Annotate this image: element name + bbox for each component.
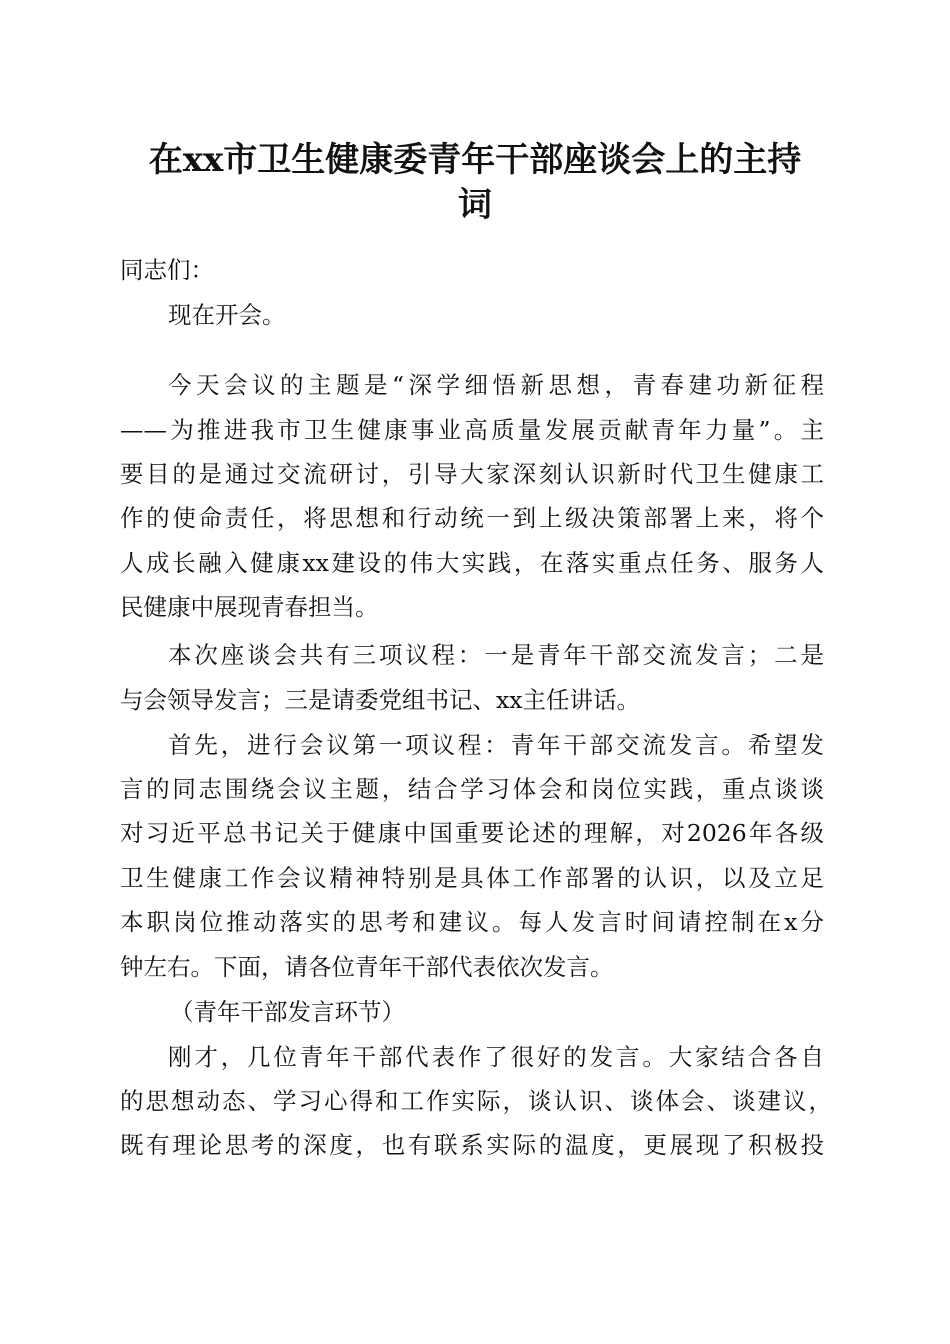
salutation: 同志们： xyxy=(120,256,214,284)
title-line-2: 词 xyxy=(458,185,492,225)
paragraph-line: 的思想动态、学习心得和工作实际，谈认识、谈体会、谈建议， xyxy=(120,1087,832,1115)
paragraph-line: 与会领导发言；三是请委党组书记、xx主任讲话。 xyxy=(120,686,641,714)
paragraph-line: 作的使命责任，将思想和行动统一到上级决策部署上来，将个 xyxy=(120,504,824,532)
paragraph-line: 现在开会。 xyxy=(168,301,286,329)
paragraph-line: 本职岗位推动落实的思考和建议。每人发言时间请控制在x分 xyxy=(120,908,824,936)
paragraph-line: ——为推进我市卫生健康事业高质量发展贡献青年力量”。主 xyxy=(120,416,824,444)
paragraph-line: 首先，进行会议第一项议程：青年干部交流发言。希望发 xyxy=(168,731,824,759)
paragraph-line: 对习近平总书记关于健康中国重要论述的理解，对2026年各级 xyxy=(120,819,824,847)
paragraph-line: 卫生健康工作会议精神特别是具体工作部署的认识，以及立足 xyxy=(120,864,824,892)
paragraph-line: 民健康中展现青春担当。 xyxy=(120,593,379,621)
paragraph-line: 本次座谈会共有三项议程：一是青年干部交流发言；二是 xyxy=(168,641,824,669)
paragraph-line: 既有理论思考的深度，也有联系实际的温度，更展现了积极投 xyxy=(120,1131,824,1159)
paragraph-line: 言的同志围绕会议主题，结合学习体会和岗位实践，重点谈谈 xyxy=(120,775,824,803)
paragraph-line: 今天会议的主题是“深学细悟新思想，青春建功新征程 xyxy=(168,371,824,399)
stage-note: （青年干部发言环节） xyxy=(170,998,405,1026)
paragraph-line: 钟左右。下面，请各位青年干部代表依次发言。 xyxy=(120,953,614,981)
title-line-1: 在xx市卫生健康委青年干部座谈会上的主持 xyxy=(148,140,802,180)
paragraph-line: 刚才，几位青年干部代表作了很好的发言。大家结合各自 xyxy=(168,1043,824,1071)
paragraph-line: 人成长融入健康xx建设的伟大实践，在落实重点任务、服务人 xyxy=(120,549,824,577)
paragraph-line: 要目的是通过交流研讨，引导大家深刻认识新时代卫生健康工 xyxy=(120,460,824,488)
